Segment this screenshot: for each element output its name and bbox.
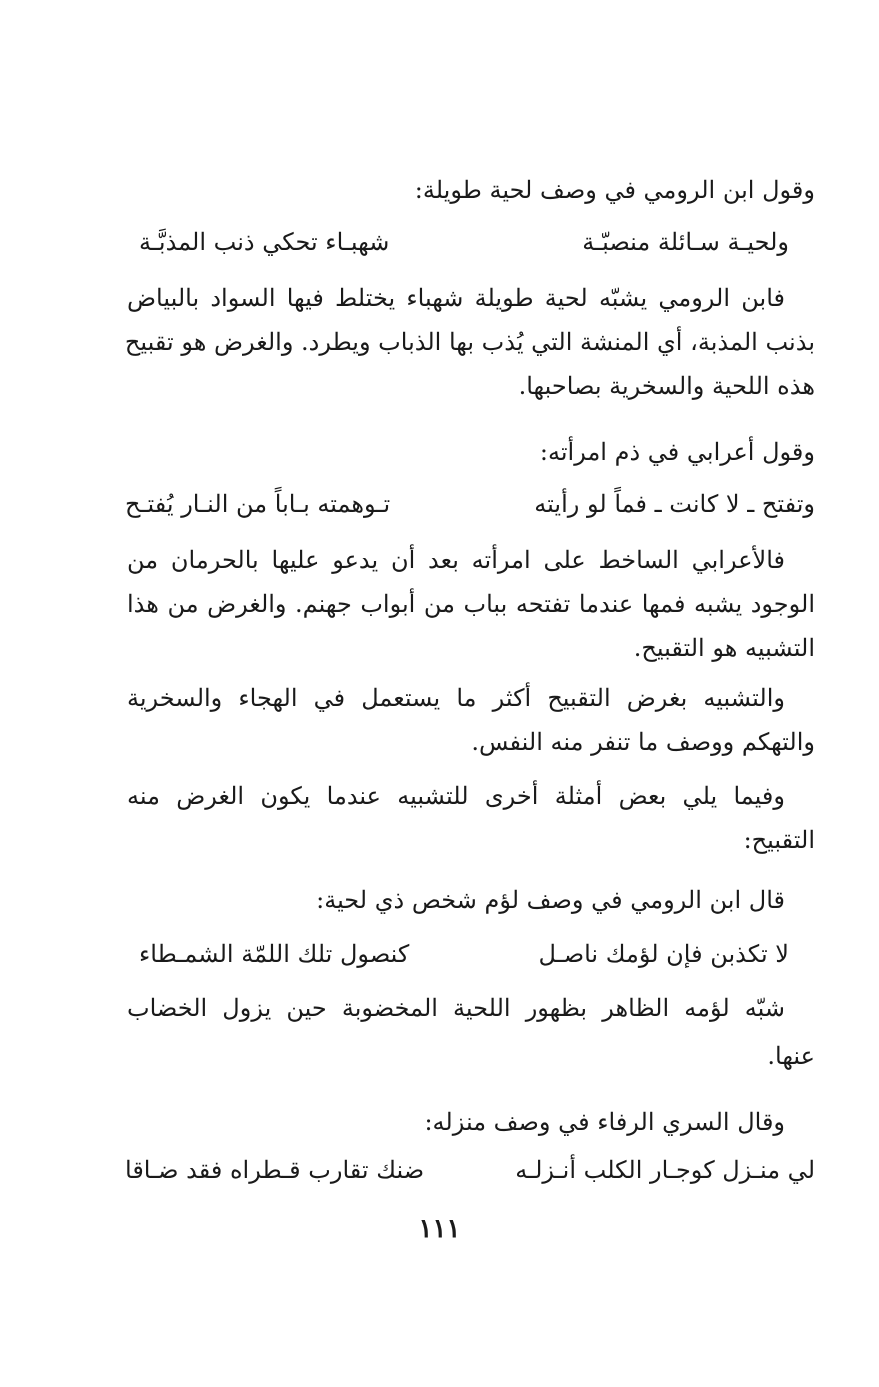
paragraph-line: التشبيه هو التقبيح. [633, 634, 815, 662]
verse-second-hemistich: شهبـاء تحكي ذنب المذبَّـة [139, 228, 390, 256]
paragraph-line: وفيما يلي بعض أمثلة أخرى للتشبيه عندما يكون الغرض منه [127, 782, 785, 810]
verse-beard [139, 222, 789, 262]
paragraph-line: والتهكم ووصف ما تنفر منه النفس. [471, 728, 815, 756]
verse-house [125, 1150, 815, 1190]
paragraph-line: فابن الرومي يشبّه لحية طويلة شهباء يختلط فيها السواد بالبياض [127, 284, 785, 312]
paragraph-line: التقبيح: [743, 826, 815, 854]
intro-line-bedouin: وقول أعرابي في ذم امرأته: [539, 438, 815, 466]
verse-second-hemistich: تـوهمته بـاباً من النـار يُفتـح [125, 490, 391, 518]
paragraph-line: فالأعرابي الساخط على امرأته بعد أن يدعو عليها بالحرمان من [127, 546, 785, 574]
paragraph-line: شبّه لؤمه الظاهر بظهور اللحية المخضوبة حين يزول الخضاب [127, 994, 785, 1022]
page-number: ١١١ [418, 1214, 461, 1244]
paragraph-line: والتشبيه بغرض التقبيح أكثر ما يستعمل في الهجاء والسخرية [127, 684, 785, 712]
verse-first-hemistich: لي منـزل كوجـار الكلب أنـزلـه [515, 1156, 815, 1184]
paragraph-line: هذه اللحية والسخرية بصاحبها. [518, 372, 815, 400]
paragraph-line: عنها. [767, 1042, 815, 1070]
intro-line-ibn-rumi-2: قال ابن الرومي في وصف لؤم شخص ذي لحية: [316, 886, 785, 914]
verse-meanness [139, 934, 789, 974]
verse-first-hemistich: ولحيـة سـائلة منصبّـة [582, 228, 789, 256]
verse-second-hemistich: كنصول تلك اللمّة الشمـطاء [139, 940, 410, 968]
verse-first-hemistich: لا تكذبن فإن لؤمك ناصـل [538, 940, 789, 968]
intro-line-ibn-rumi: وقول ابن الرومي في وصف لحية طويلة: [414, 176, 815, 204]
paragraph-line: الوجود يشبه فمها عندما تفتحه بباب من أبواب جهنم. والغرض من هذا [127, 590, 815, 618]
intro-line-sari: وقال السري الرفاء في وصف منزله: [424, 1108, 785, 1136]
paragraph-line: بذنب المذبة، أي المنشة التي يُذب بها الذباب ويطرد. والغرض هو تقبيح [124, 328, 815, 356]
verse-second-hemistich: ضنك تقارب قـطراه فقد ضـاقا [125, 1156, 425, 1184]
verse-mouth [125, 484, 815, 524]
verse-first-hemistich: وتفتح ـ لا كانت ـ فماً لو رأيته [534, 490, 815, 518]
